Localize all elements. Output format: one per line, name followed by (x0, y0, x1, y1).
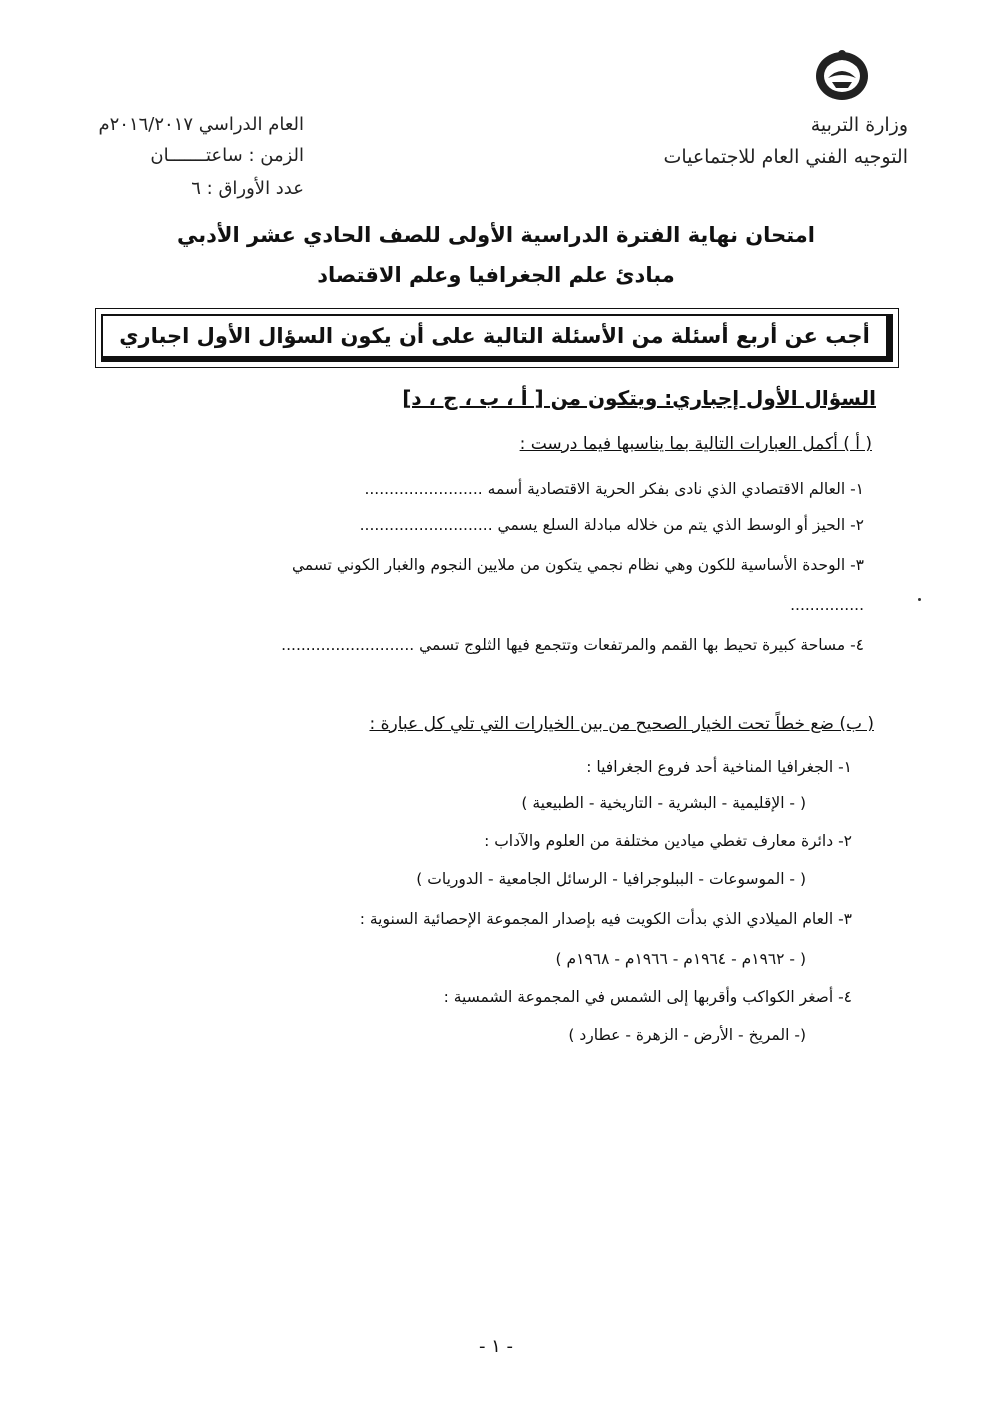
part-a-item-2: ٢- الحيز أو الوسط الذي يتم من خلاله مبادلة السلع يسمي ........................... (359, 516, 864, 534)
part-b-options-3: ( - ١٩٦٢م - ١٩٦٤م - ١٩٦٦م - ١٩٦٨م ) (555, 950, 806, 968)
part-b-question-2: ٢- دائرة معارف تغطي ميادين مختلفة من العلوم والآداب : (484, 832, 852, 850)
part-b-question-4: ٤- أصغر الكواكب وأقربها إلى الشمس في المجموعة الشمسية : (443, 988, 852, 1006)
part-a-title: ( أ ) أكمل العبارات التالية بما يناسبها فيما درست : (519, 434, 872, 454)
department-name: التوجيه الفني العام للاجتماعيات (663, 146, 908, 168)
part-a-item-1: ١- العالم الاقتصادي الذي نادى بفكر الحرية الاقتصادية أسمه ........................ (364, 480, 864, 498)
part-b-title: ( ب) ضع خطاً تحت الخيار الصحيح من بين الخيارات التي تلي كل عبارة : (369, 714, 874, 734)
stray-mark (918, 598, 921, 601)
part-b-options-2: ( - الموسوعات - الببلوجرافيا - الرسائل الجامعية - الدوريات ) (416, 870, 806, 888)
page-count: عدد الأوراق : ٦ (191, 178, 304, 199)
exam-duration: الزمن : ساعتـــــــان (150, 145, 304, 166)
part-a-item-3: ٣- الوحدة الأساسية للكون وهي نظام نجمي يتكون من ملايين النجوم والغبار الكوني تسمي (291, 556, 864, 574)
exam-title: امتحان نهاية الفترة الدراسية الأولى للصف الحادي عشر الأدبي (177, 223, 815, 247)
kuwait-emblem-icon (810, 42, 874, 106)
part-a-item-3-blank: ............... (790, 596, 864, 614)
instruction-box (95, 308, 899, 368)
exam-subject: مبادئ علم الجغرافيا وعلم الاقتصاد (317, 263, 675, 287)
page-number: - ١ - (478, 1336, 514, 1357)
part-b-options-1: ( - الإقليمية - البشرية - التاريخية - الطبيعية ) (521, 794, 806, 812)
ministry-name: وزارة التربية (810, 114, 908, 136)
part-b-question-1: ١- الجغرافيا المناخية أحد فروع الجغرافيا : (586, 758, 852, 776)
part-a-item-4: ٤- مساحة كبيرة تحيط بها القمم والمرتفعات وتتجمع فيها الثلوج تسمي ........................... (281, 636, 864, 654)
question1-heading: السؤال الأول إجباري: ويتكون من [ أ ، ب ، ج ، د] (402, 386, 876, 410)
instruction-text: أجب عن أربع أسئلة من الأسئلة التالية على أن يكون السؤال الأول اجباري (119, 324, 870, 348)
part-b-question-3: ٣- العام الميلادي الذي بدأت الكويت فيه بإصدار المجموعة الإحصائية السنوية : (359, 910, 852, 928)
academic-year: العام الدراسي ٢٠١٦/٢٠١٧م (98, 114, 304, 135)
part-b-options-4: (- المريخ - الأرض - الزهرة - عطارد ) (568, 1026, 806, 1044)
